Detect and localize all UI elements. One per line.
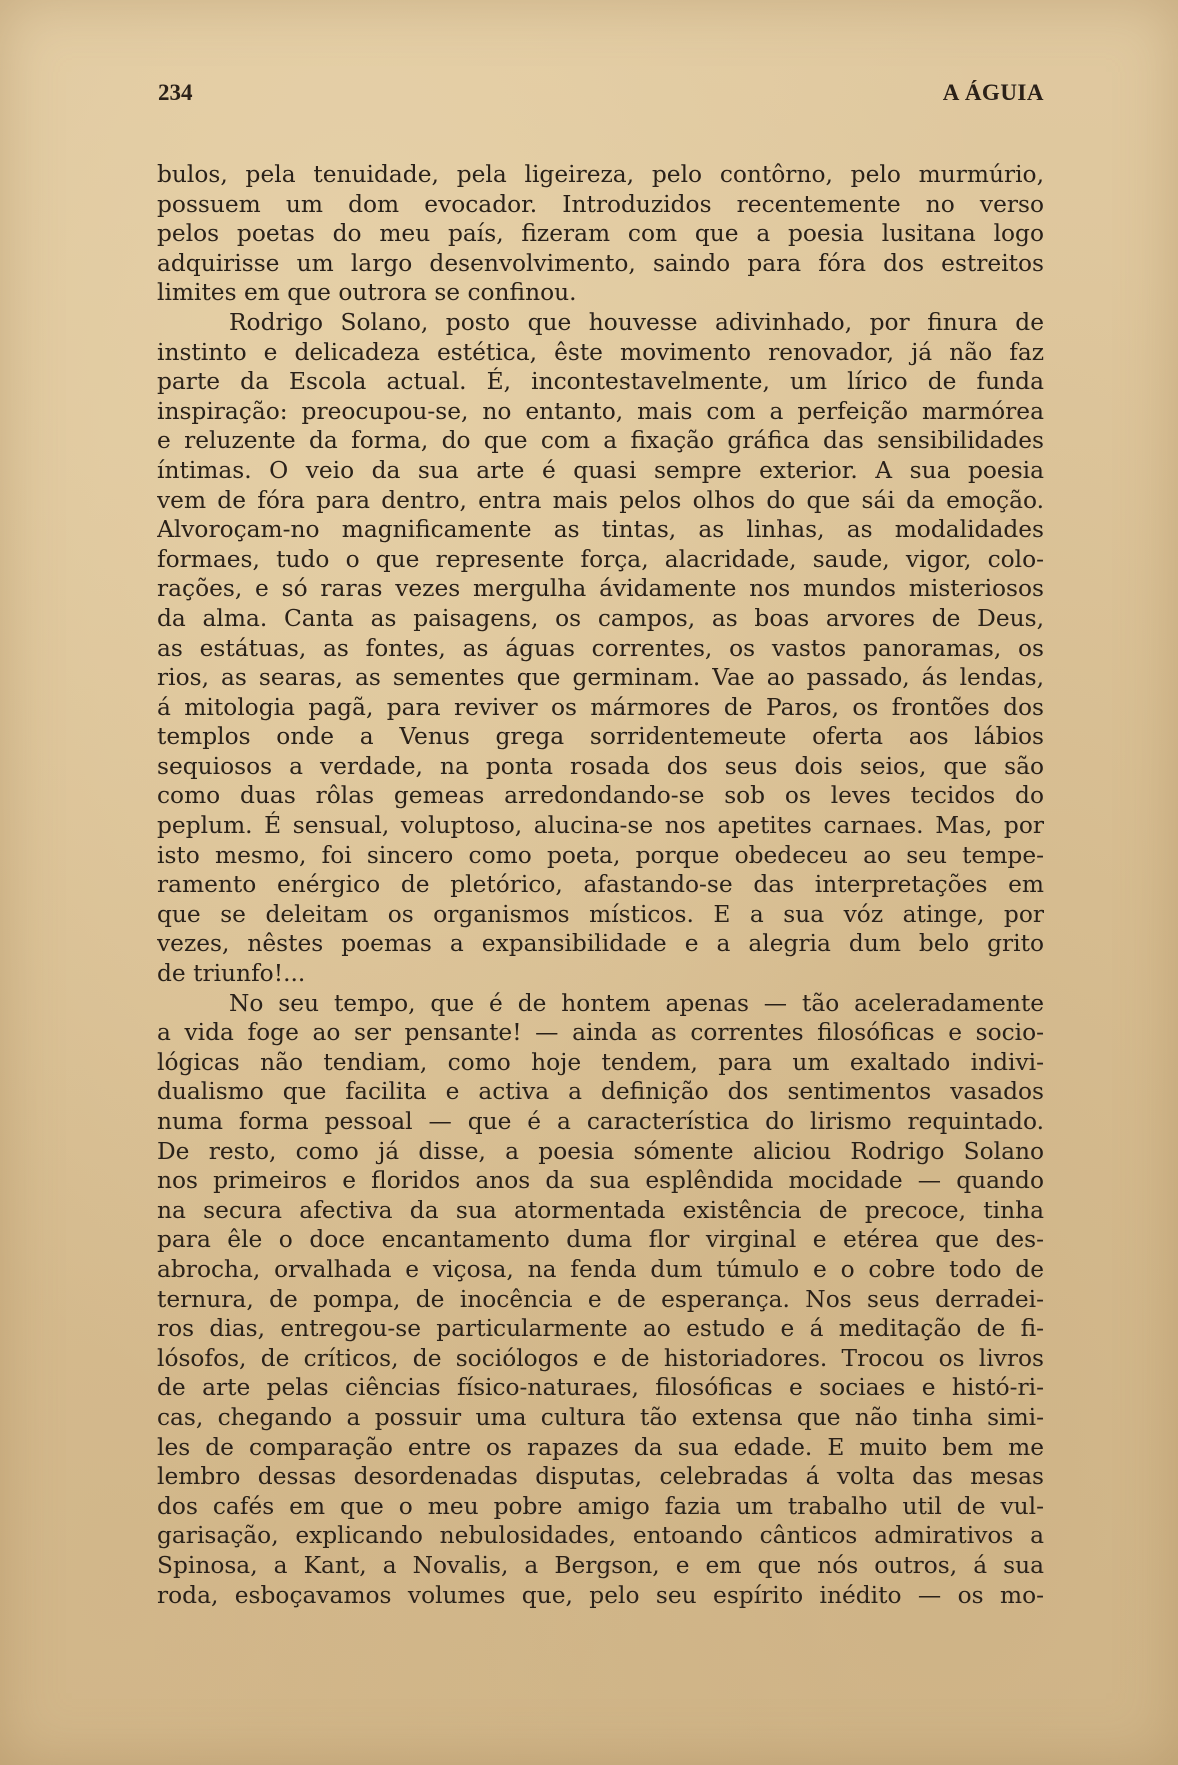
text-line: que se deleitam os organismos místicos. E a sua vóz atinge, por bbox=[157, 900, 1044, 928]
text-line: á mitologia pagã, para reviver os mármores de Paros, os frontões dos bbox=[157, 693, 1044, 721]
text-line: instinto e delicadeza estética, êste movimento renovador, já não faz bbox=[157, 338, 1044, 366]
text-line: formaes, tudo o que represente força, alacridade, saude, vigor, colo- bbox=[157, 545, 1044, 573]
text-line: rações, e só raras vezes mergulha ávidamente nos mundos misteriosos bbox=[157, 575, 1044, 603]
text-line: vem de fóra para dentro, entra mais pelos olhos do que sái da emoção. bbox=[157, 486, 1044, 514]
running-header bbox=[158, 80, 1044, 110]
text-line: De resto, como já disse, a poesia sómente aliciou Rodrigo Solano bbox=[157, 1137, 1044, 1165]
text-line: rios, as searas, as sementes que germinam. Vae ao passado, ás lendas, bbox=[157, 664, 1044, 692]
text-line: Rodrigo Solano, posto que houvesse adivinhado, por finura de bbox=[229, 308, 1044, 336]
text-line: pelos poetas do meu país, fizeram com que a poesia lusitana logo bbox=[157, 220, 1044, 248]
body-text bbox=[157, 160, 1044, 1610]
text-line: adquirisse um largo desenvolvimento, saindo para fóra dos estreitos bbox=[157, 249, 1044, 277]
text-line: para êle o doce encantamento duma flor virginal e etérea que des- bbox=[157, 1226, 1044, 1254]
text-line: limites em que outrora se confinou. bbox=[157, 279, 577, 307]
text-line: lósofos, de críticos, de sociólogos e de historiadores. Trocou os livros bbox=[157, 1344, 1044, 1372]
text-line: como duas rôlas gemeas arredondando-se sob os leves tecidos do bbox=[157, 782, 1044, 810]
text-line: bulos, pela tenuidade, pela ligeireza, pelo contôrno, pelo murmúrio, bbox=[157, 161, 1044, 188]
text-line: lembro dessas desordenadas disputas, celebradas á volta das mesas bbox=[157, 1463, 1044, 1491]
text-line: sequiosos a verdade, na ponta rosada dos seus dois seios, que são bbox=[157, 752, 1044, 780]
text-line: nos primeiros e floridos anos da sua esplêndida mocidade — quando bbox=[157, 1167, 1044, 1195]
text-line: ternura, de pompa, de inocência e de esperança. Nos seus derradei- bbox=[157, 1285, 1044, 1313]
text-line: as estátuas, as fontes, as águas correntes, os vastos panoramas, os bbox=[157, 634, 1044, 662]
text-line: e reluzente da forma, do que com a fixação gráfica das sensibilidades bbox=[157, 427, 1044, 455]
text-line: possuem um dom evocador. Introduzidos recentemente no verso bbox=[157, 190, 1044, 218]
text-line: les de comparação entre os rapazes da sua edade. E muito bem me bbox=[157, 1433, 1044, 1461]
text-line: isto mesmo, foi sincero como poeta, porque obedeceu ao seu tempe- bbox=[157, 841, 1044, 869]
text-line: parte da Escola actual. É, incontestavelmente, um lírico de funda bbox=[157, 368, 1044, 396]
text-line: Alvoroçam-no magnificamente as tintas, as linhas, as modalidades bbox=[157, 516, 1044, 544]
text-line: ros dias, entregou-se particularmente ao estudo e á meditação de fi- bbox=[157, 1315, 1044, 1343]
running-title: A ÁGUIA bbox=[942, 80, 1044, 105]
text-line: inspiração: preocupou-se, no entanto, mais com a perfeição marmórea bbox=[157, 397, 1044, 425]
text-line: abrocha, orvalhada e viçosa, na fenda dum túmulo e o cobre todo de bbox=[157, 1255, 1044, 1283]
text-line: peplum. É sensual, voluptoso, alucina-se nos apetites carnaes. Mas, por bbox=[157, 812, 1044, 840]
text-line: numa forma pessoal — que é a característica do lirismo requintado. bbox=[157, 1108, 1044, 1135]
text-line: da alma. Canta as paisagens, os campos, as boas arvores de Deus, bbox=[157, 604, 1044, 632]
text-line: garisação, explicando nebulosidades, entoando cânticos admirativos a bbox=[157, 1522, 1044, 1550]
text-line: templos onde a Venus grega sorridentemeute oferta aos lábios bbox=[157, 723, 1044, 751]
text-line: No seu tempo, que é de hontem apenas — tão aceleradamente bbox=[229, 989, 1044, 1017]
text-line: vezes, nêstes poemas a expansibilidade e a alegria dum belo grito bbox=[157, 930, 1044, 958]
text-line: na secura afectiva da sua atormentada existência de precoce, tinha bbox=[157, 1196, 1044, 1224]
text-line: dos cafés em que o meu pobre amigo fazia um trabalho util de vul- bbox=[157, 1492, 1044, 1520]
text-line: de arte pelas ciências físico-naturaes, filosóficas e sociaes e histó-ri- bbox=[157, 1374, 1044, 1402]
text-line: cas, chegando a possuir uma cultura tão extensa que não tinha simi- bbox=[157, 1403, 1044, 1431]
text-line: roda, esboçavamos volumes que, pelo seu espírito inédito — os mo- bbox=[157, 1581, 1044, 1609]
text-line: lógicas não tendiam, como hoje tendem, para um exaltado indivi- bbox=[157, 1048, 1044, 1076]
text-line: a vida foge ao ser pensante! — ainda as correntes filosóficas e socio- bbox=[157, 1019, 1044, 1047]
page-number: 234 bbox=[158, 80, 193, 105]
text-line: Spinosa, a Kant, a Novalis, a Bergson, e em que nós outros, á sua bbox=[157, 1551, 1044, 1579]
text-line: ramento enérgico de pletórico, afastando-se das interpretações em bbox=[157, 871, 1044, 899]
text-line: de triunfo!... bbox=[157, 960, 306, 988]
text-line: íntimas. O veio da sua arte é quasi sempre exterior. A sua poesia bbox=[157, 456, 1044, 484]
text-line: dualismo que facilita e activa a definição dos sentimentos vasados bbox=[157, 1078, 1044, 1106]
